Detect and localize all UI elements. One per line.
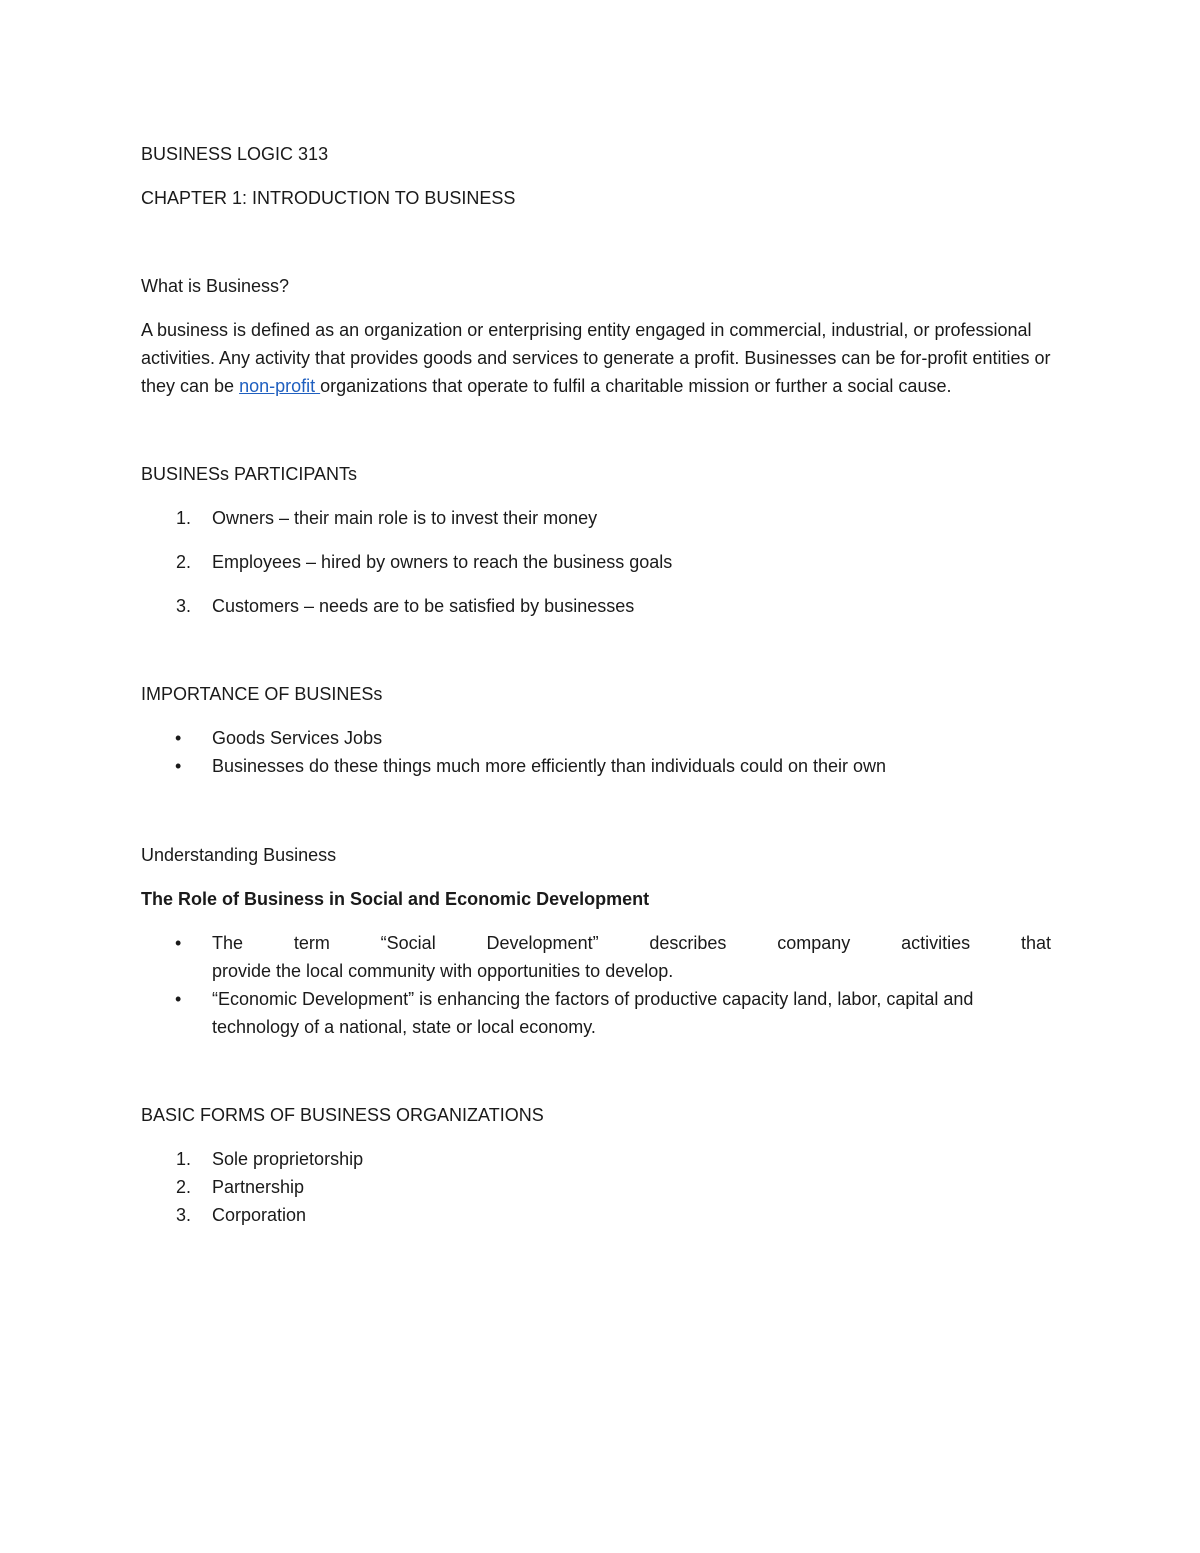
importance-list	[141, 724, 1051, 780]
list-item	[141, 752, 1051, 780]
bullet-icon: •	[175, 989, 182, 1009]
participants-list	[141, 504, 1051, 620]
list-item-text-line: provide the local community with opportunities to develop.	[212, 961, 674, 981]
section-heading-what-is-business: What is Business?	[141, 276, 290, 296]
list-item-text: Goods Services Jobs	[212, 728, 383, 748]
list-item-text: Corporation	[212, 1205, 307, 1225]
list-number: 3.	[176, 596, 192, 616]
list-item-text: “Economic Development” is enhancing the factors of productive capacity land, labor, capital and technology of a national, state or local economy.	[212, 989, 974, 1037]
list-item	[141, 548, 1051, 576]
list-number: 2.	[176, 1177, 192, 1197]
list-number: 2.	[176, 552, 192, 572]
section-heading-forms: BASIC FORMS OF BUSINESS ORGANIZATIONS	[141, 1105, 544, 1125]
list-item	[141, 1145, 1051, 1173]
list-number: 1.	[176, 508, 192, 528]
section-heading-understanding: Understanding Business	[141, 845, 337, 865]
list-item	[141, 592, 1051, 620]
list-item	[141, 929, 1051, 985]
bullet-icon: •	[175, 728, 182, 748]
document-body	[141, 140, 1051, 1229]
paragraph-text-before-link: A business is defined as an organization or enterprising entity engaged in commercial, industrial, or professional activities. Any activity that provides goods and services to generate a profit. Businesses can be for-profit entities or they can be	[141, 320, 1051, 396]
list-item-text: Partnership	[212, 1177, 305, 1197]
bullet-icon: •	[175, 933, 182, 953]
business-definition-paragraph	[141, 316, 1051, 400]
list-item	[141, 1201, 1051, 1229]
list-item-text: Customers – needs are to be satisfied by businesses	[212, 596, 635, 616]
list-item	[141, 1173, 1051, 1201]
chapter-title: CHAPTER 1: INTRODUCTION TO BUSINESS	[141, 188, 516, 208]
list-number: 1.	[176, 1149, 192, 1169]
course-title: BUSINESS LOGIC 313	[141, 144, 329, 164]
section-heading-role: The Role of Business in Social and Economic Development	[141, 889, 650, 909]
paragraph-text-after-link: organizations that operate to fulfil a charitable mission or further a social cause.	[320, 376, 952, 396]
list-item	[141, 724, 1051, 752]
forms-list	[141, 1145, 1051, 1229]
bullet-icon: •	[175, 756, 182, 776]
list-item-text: Owners – their main role is to invest their money	[212, 508, 598, 528]
list-item-text: Sole proprietorship	[212, 1149, 364, 1169]
section-heading-participants: BUSINESs PARTICIPANTs	[141, 464, 358, 484]
list-item	[141, 504, 1051, 532]
non-profit-link[interactable]: non-profit	[239, 376, 321, 396]
role-list	[141, 929, 1051, 1041]
list-number: 3.	[176, 1205, 192, 1225]
list-item-text: Employees – hired by owners to reach the business goals	[212, 552, 673, 572]
list-item	[141, 985, 1051, 1041]
list-item-text: Businesses do these things much more efficiently than individuals could on their own	[212, 756, 887, 776]
list-item-text-line: The term “Social Development” describes company activities that	[212, 933, 1051, 953]
section-heading-importance: IMPORTANCE OF BUSINESs	[141, 684, 383, 704]
